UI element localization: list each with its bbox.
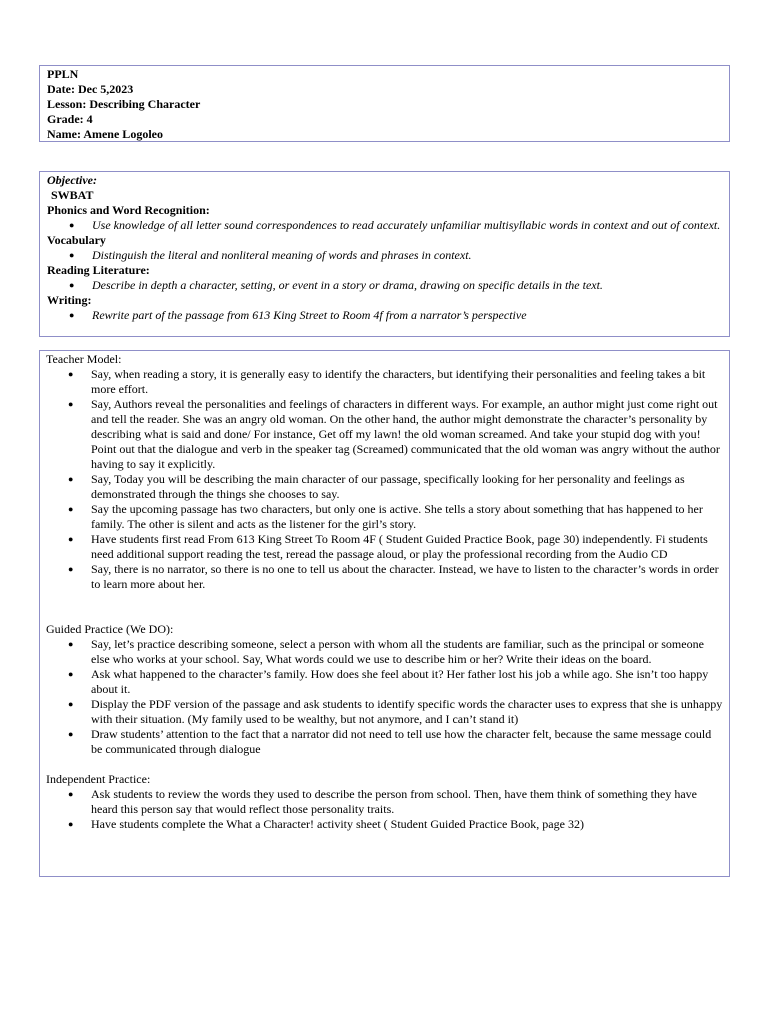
lesson-title: Lesson: Describing Character bbox=[47, 97, 201, 111]
grade-level: Grade: 4 bbox=[47, 112, 93, 126]
lesson-procedure-box bbox=[39, 350, 730, 877]
teacher-model-list bbox=[46, 367, 729, 592]
independent-practice-list bbox=[46, 787, 729, 832]
objective-heading-vocabulary: Vocabulary bbox=[47, 233, 106, 247]
list-item: ● Say, there is no narrator, so there is no one to tell us about the character. Instead, we have to listen to the character’s words in order to learn more about her. bbox=[46, 562, 729, 592]
teacher-model-heading: Teacher Model: bbox=[46, 352, 122, 366]
spacer bbox=[46, 757, 729, 772]
header-box bbox=[39, 65, 730, 142]
objective-list-phonics bbox=[47, 218, 729, 233]
objective-item: ● Use knowledge of all letter sound correspondences to read accurately unfamiliar multisyllabic words in context and out of context. bbox=[47, 218, 729, 233]
list-item: ● Display the PDF version of the passage and ask students to identify specific words the character uses to express that she is unhappy with their situation. (My family used to be wealthy, but not anymore, and I can’t stand it) bbox=[46, 697, 729, 727]
document-title: PPLN bbox=[47, 67, 79, 81]
objective-heading-reading: Reading Literature: bbox=[47, 263, 150, 277]
objective-item: ● Distinguish the literal and nonliteral meaning of words and phrases in context. bbox=[47, 248, 729, 263]
objective-heading-phonics: Phonics and Word Recognition: bbox=[47, 203, 210, 217]
spacer bbox=[46, 592, 729, 622]
list-item: ● Say, Authors reveal the personalities and feelings of characters in different ways. For example, an author might just come right out and tell the reader. She was an angry old woman. On the other hand, the author might demonstrate the character’s personality by describing what is said and done/ For instance, Get off my lawn! the old woman screamed. And take your stupid dog with you! Point out that the dialogue and verb in the speaker tag (Screamed) communicated that the old woman was angry without the author having to say it explicitly. bbox=[46, 397, 729, 472]
teacher-name: Name: Amene Logoleo bbox=[47, 127, 163, 141]
list-item: ● Ask students to review the words they used to describe the person from school. Then, have them think of something they have heard this person say that would reflect those personality traits. bbox=[46, 787, 729, 817]
objective-item: ● Rewrite part of the passage from 613 King Street to Room 4f from a narrator’s perspective bbox=[47, 308, 729, 323]
list-item: ● Say the upcoming passage has two characters, but only one is active. She tells a story about something that has happened to her family. The other is silent and acts as the listener for the girl’s story. bbox=[46, 502, 729, 532]
guided-practice-heading: Guided Practice (We DO): bbox=[46, 622, 174, 636]
list-item: ● Say, let’s practice describing someone, select a person with whom all the students are familiar, such as the principal or someone else who works at your school. Say, What words could we use to describe him or her? Write their ideas on the board. bbox=[46, 637, 729, 667]
objective-list-writing bbox=[47, 308, 729, 323]
objective-list-reading bbox=[47, 278, 729, 293]
list-item: ● Have students first read From 613 King Street To Room 4F ( Student Guided Practice Book, page 30) independently. Fi students need additional support reading the test, reread the passage aloud, or play the professional recording from the Audio CD bbox=[46, 532, 729, 562]
list-item: ● Ask what happened to the character’s family. How does she feel about it? Her father lost his job a while ago. She isn’t too happy about it. bbox=[46, 667, 729, 697]
objective-box bbox=[39, 171, 730, 337]
swbat-label: SWBAT bbox=[51, 188, 94, 202]
objective-heading-writing: Writing: bbox=[47, 293, 92, 307]
list-item: ● Draw students’ attention to the fact that a narrator did not need to tell use how the character felt, because the same message could be communicated through dialogue bbox=[46, 727, 729, 757]
independent-practice-heading: Independent Practice: bbox=[46, 772, 151, 786]
list-item: ● Say, when reading a story, it is generally easy to identify the characters, but identifying their personalities and feeling takes a bit more effort. bbox=[46, 367, 729, 397]
guided-practice-list bbox=[46, 637, 729, 757]
lesson-date: Date: Dec 5,2023 bbox=[47, 82, 134, 96]
objective-item: ● Describe in depth a character, setting, or event in a story or drama, drawing on specific details in the text. bbox=[47, 278, 729, 293]
list-item: ● Say, Today you will be describing the main character of our passage, specifically looking for her personality and feelings as demonstrated through the things she chooses to say. bbox=[46, 472, 729, 502]
objective-label: Objective: bbox=[47, 173, 97, 187]
list-item: ● Have students complete the What a Character! activity sheet ( Student Guided Practice Book, page 32) bbox=[46, 817, 729, 832]
objective-list-vocabulary bbox=[47, 248, 729, 263]
